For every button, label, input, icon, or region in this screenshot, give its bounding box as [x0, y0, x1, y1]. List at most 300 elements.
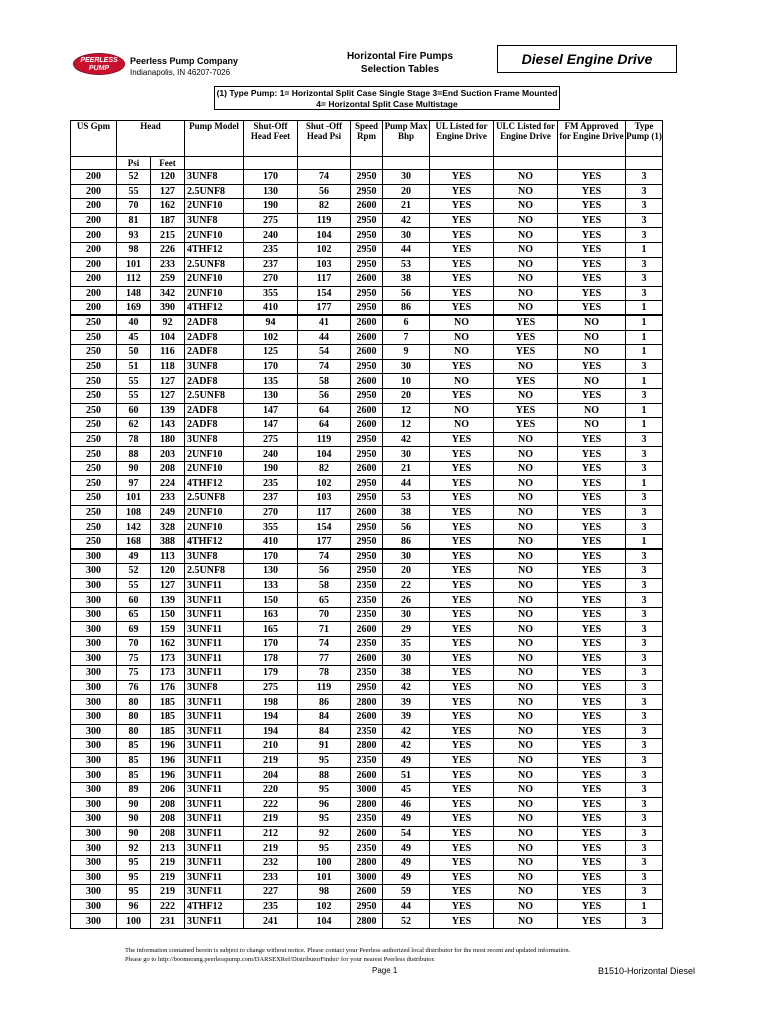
table-cell: 300 [71, 549, 117, 564]
table-cell: 29 [383, 622, 430, 637]
table-cell: 250 [71, 330, 117, 345]
table-cell: 95 [117, 855, 151, 870]
table-cell: 3UNF8 [185, 359, 244, 374]
table-cell: YES [430, 447, 494, 462]
table-cell: 75 [117, 651, 151, 666]
table-row [71, 797, 663, 812]
table-cell: 3 [626, 870, 663, 885]
table-cell: 250 [71, 432, 117, 447]
table-cell: 300 [71, 564, 117, 579]
table-cell: 2950 [351, 491, 383, 506]
table-cell: NO [558, 345, 626, 360]
table-cell: YES [494, 315, 558, 330]
table-cell: 2950 [351, 680, 383, 695]
table-cell: 237 [244, 491, 298, 506]
table-cell: NO [494, 695, 558, 710]
table-cell: 2.5UNF8 [185, 564, 244, 579]
table-cell: 2ADF8 [185, 315, 244, 330]
table-cell: 2600 [351, 418, 383, 433]
table-cell: YES [430, 199, 494, 214]
table-row [71, 476, 663, 491]
table-cell: 1 [626, 345, 663, 360]
header-shutoff-feet: Shut-Off Head Feet [244, 121, 298, 157]
table-cell: 103 [298, 491, 351, 506]
table-cell: YES [430, 797, 494, 812]
table-cell: 2350 [351, 593, 383, 608]
table-cell: 86 [383, 301, 430, 316]
table-cell: 2600 [351, 826, 383, 841]
table-cell: YES [430, 301, 494, 316]
table-cell: YES [558, 184, 626, 199]
header-us-gpm: US Gpm [71, 121, 117, 157]
table-row [71, 242, 663, 257]
table-cell: 2600 [351, 345, 383, 360]
header-type-pump: Type Pump (1) [626, 121, 663, 157]
table-cell: 3UNF11 [185, 753, 244, 768]
table-cell: 9 [383, 345, 430, 360]
company-address: Indianapolis, IN 46207-7026 [130, 68, 231, 77]
table-cell: 95 [117, 885, 151, 900]
table-cell: NO [430, 345, 494, 360]
table-cell: 233 [151, 257, 185, 272]
table-cell: YES [558, 242, 626, 257]
table-cell: 215 [151, 228, 185, 243]
footnote-line-1: The information contained herein is subject to change without notice. Please contact your Peerless authorized local distributor for the most recent and updated information. [125, 947, 571, 954]
table-cell: YES [494, 403, 558, 418]
table-cell: YES [558, 461, 626, 476]
table-cell: 2UNF10 [185, 272, 244, 287]
title-line-1: Horizontal Fire Pumps [346, 51, 454, 62]
table-cell: 2950 [351, 476, 383, 491]
table-cell: 3 [626, 709, 663, 724]
table-cell: 3UNF11 [185, 637, 244, 652]
table-cell: 232 [244, 855, 298, 870]
table-cell: 51 [117, 359, 151, 374]
table-cell: 30 [383, 170, 430, 185]
table-cell: 41 [298, 315, 351, 330]
table-cell: NO [494, 680, 558, 695]
table-row [71, 272, 663, 287]
table-cell: 90 [117, 797, 151, 812]
table-cell: 3 [626, 637, 663, 652]
table-cell: YES [494, 374, 558, 389]
table-cell: YES [430, 826, 494, 841]
table-cell: 4THF12 [185, 534, 244, 549]
table-cell: YES [558, 870, 626, 885]
table-cell: 2350 [351, 607, 383, 622]
table-cell: 139 [151, 403, 185, 418]
table-cell: 119 [298, 432, 351, 447]
table-cell: 3UNF11 [185, 622, 244, 637]
table-cell: 2600 [351, 315, 383, 330]
table-cell: NO [430, 374, 494, 389]
table-cell: 2.5UNF8 [185, 257, 244, 272]
table-cell: 3 [626, 841, 663, 856]
table-cell: YES [430, 870, 494, 885]
table-cell: YES [430, 184, 494, 199]
table-cell: NO [494, 447, 558, 462]
table-cell: 150 [151, 607, 185, 622]
table-cell: 208 [151, 812, 185, 827]
table-cell: 3 [626, 447, 663, 462]
table-cell: 200 [71, 286, 117, 301]
table-cell: 2UNF10 [185, 447, 244, 462]
table-cell: YES [558, 812, 626, 827]
table-cell: 3 [626, 228, 663, 243]
table-cell: 96 [298, 797, 351, 812]
table-cell: 3 [626, 695, 663, 710]
table-cell: 2950 [351, 213, 383, 228]
table-cell: YES [558, 286, 626, 301]
table-cell: 342 [151, 286, 185, 301]
table-cell: YES [430, 520, 494, 535]
table-cell: YES [558, 651, 626, 666]
table-row [71, 418, 663, 433]
table-cell: 3 [626, 432, 663, 447]
table-cell: 2950 [351, 388, 383, 403]
table-cell: 135 [244, 374, 298, 389]
table-row [71, 315, 663, 330]
table-cell: 300 [71, 637, 117, 652]
table-cell: NO [494, 242, 558, 257]
table-cell: YES [558, 637, 626, 652]
table-cell: 65 [117, 607, 151, 622]
table-cell: 213 [151, 841, 185, 856]
table-cell: 233 [151, 491, 185, 506]
table-cell: 117 [298, 272, 351, 287]
table-cell: YES [494, 418, 558, 433]
table-cell: YES [430, 680, 494, 695]
table-cell: 53 [383, 257, 430, 272]
table-cell: 3UNF11 [185, 607, 244, 622]
table-cell: YES [558, 899, 626, 914]
table-cell: 3 [626, 914, 663, 929]
table-cell: 148 [117, 286, 151, 301]
table-cell: 2950 [351, 447, 383, 462]
table-row [71, 359, 663, 374]
table-cell: 250 [71, 418, 117, 433]
table-cell: NO [494, 797, 558, 812]
table-cell: 300 [71, 855, 117, 870]
table-cell: 3UNF11 [185, 841, 244, 856]
table-cell: 150 [244, 593, 298, 608]
table-cell: 127 [151, 388, 185, 403]
table-cell: 231 [151, 914, 185, 929]
table-cell: 12 [383, 403, 430, 418]
table-cell: 84 [298, 709, 351, 724]
table-cell: YES [430, 637, 494, 652]
table-cell: 2600 [351, 622, 383, 637]
table-cell: 198 [244, 695, 298, 710]
table-cell: NO [494, 855, 558, 870]
table-cell: YES [494, 330, 558, 345]
table-cell: 60 [117, 593, 151, 608]
table-cell: 102 [244, 330, 298, 345]
table-cell: 2950 [351, 286, 383, 301]
table-cell: 275 [244, 213, 298, 228]
table-cell: 2ADF8 [185, 374, 244, 389]
table-cell: 119 [298, 213, 351, 228]
table-cell: YES [430, 228, 494, 243]
table-cell: YES [558, 272, 626, 287]
table-row [71, 709, 663, 724]
table-cell: 60 [117, 403, 151, 418]
table-cell: 82 [298, 461, 351, 476]
table-cell: 1 [626, 330, 663, 345]
table-cell: 94 [244, 315, 298, 330]
table-row [71, 899, 663, 914]
table-cell: 200 [71, 213, 117, 228]
table-cell: NO [494, 170, 558, 185]
table-cell: 86 [383, 534, 430, 549]
table-cell: 300 [71, 724, 117, 739]
table-cell: NO [494, 768, 558, 783]
type-pump-note: (1) Type Pump: 1= Horizontal Split Case Single Stage 3=End Suction Frame Mounted 4= Horizontal Split Case Multistage [214, 86, 560, 110]
table-row [71, 855, 663, 870]
table-cell: 3 [626, 199, 663, 214]
table-row [71, 199, 663, 214]
table-cell: 42 [383, 724, 430, 739]
table-cell: 104 [151, 330, 185, 345]
table-cell: 227 [244, 885, 298, 900]
table-cell: YES [558, 607, 626, 622]
table-cell: 46 [383, 797, 430, 812]
table-cell: 55 [117, 388, 151, 403]
table-row [71, 534, 663, 549]
table-cell: 10 [383, 374, 430, 389]
table-cell: 102 [298, 242, 351, 257]
table-cell: 49 [383, 812, 430, 827]
table-row [71, 286, 663, 301]
table-cell: 3 [626, 564, 663, 579]
table-cell: 2350 [351, 753, 383, 768]
logo-text: PEERLESS PUMP [80, 57, 118, 72]
table-cell: 3 [626, 724, 663, 739]
table-cell: NO [494, 359, 558, 374]
table-cell: 147 [244, 418, 298, 433]
table-cell: 170 [244, 549, 298, 564]
table-cell: YES [430, 724, 494, 739]
table-cell: 300 [71, 709, 117, 724]
table-cell: 1 [626, 301, 663, 316]
table-row [71, 768, 663, 783]
table-cell: 70 [298, 607, 351, 622]
table-cell: 62 [117, 418, 151, 433]
table-cell: 250 [71, 447, 117, 462]
table-cell: YES [430, 899, 494, 914]
table-cell: 21 [383, 199, 430, 214]
table-cell: 2UNF10 [185, 199, 244, 214]
table-cell: 2ADF8 [185, 345, 244, 360]
table-cell: 300 [71, 841, 117, 856]
table-row [71, 520, 663, 535]
table-cell: 35 [383, 637, 430, 652]
table-cell: NO [494, 505, 558, 520]
table-cell: 300 [71, 899, 117, 914]
table-cell: 250 [71, 374, 117, 389]
table-row [71, 870, 663, 885]
table-cell: 3UNF11 [185, 768, 244, 783]
table-cell: 55 [117, 374, 151, 389]
table-cell: 3 [626, 797, 663, 812]
table-cell: YES [430, 549, 494, 564]
table-cell: 44 [298, 330, 351, 345]
table-cell: YES [430, 753, 494, 768]
table-cell: 210 [244, 739, 298, 754]
table-cell: 154 [298, 520, 351, 535]
table-cell: NO [430, 315, 494, 330]
table-row [71, 753, 663, 768]
table-cell: 42 [383, 680, 430, 695]
table-row [71, 812, 663, 827]
pump-selection-table [70, 120, 663, 929]
table-cell: 125 [244, 345, 298, 360]
table-cell: 219 [244, 812, 298, 827]
table-cell: NO [494, 272, 558, 287]
table-cell: 2800 [351, 855, 383, 870]
subheader-blank [71, 157, 117, 170]
table-cell: 2950 [351, 520, 383, 535]
table-cell: 104 [298, 228, 351, 243]
table-cell: 212 [244, 826, 298, 841]
table-cell: 74 [298, 549, 351, 564]
table-cell: 250 [71, 388, 117, 403]
table-cell: 410 [244, 301, 298, 316]
table-cell: 127 [151, 184, 185, 199]
table-cell: 4THF12 [185, 242, 244, 257]
table-cell: 355 [244, 520, 298, 535]
table-cell: 3 [626, 885, 663, 900]
table-cell: 154 [298, 286, 351, 301]
header-max-bhp: Pump Max Bhp [383, 121, 430, 157]
table-row [71, 666, 663, 681]
table-cell: YES [558, 388, 626, 403]
table-cell: 200 [71, 184, 117, 199]
table-cell: 49 [383, 753, 430, 768]
header-fm-approved: FM Approved for Engine Drive [558, 121, 626, 157]
table-cell: 3UNF11 [185, 826, 244, 841]
table-cell: YES [430, 855, 494, 870]
table-cell: YES [430, 272, 494, 287]
table-cell: 235 [244, 476, 298, 491]
table-cell: 1 [626, 476, 663, 491]
table-cell: 300 [71, 914, 117, 929]
table-cell: 117 [298, 505, 351, 520]
table-cell: 270 [244, 272, 298, 287]
table-cell: 3 [626, 461, 663, 476]
table-cell: 2UNF10 [185, 286, 244, 301]
table-cell: YES [494, 345, 558, 360]
table-cell: 3UNF8 [185, 549, 244, 564]
table-cell: 2950 [351, 564, 383, 579]
table-cell: 173 [151, 651, 185, 666]
table-cell: 39 [383, 709, 430, 724]
table-cell: 200 [71, 257, 117, 272]
table-cell: 56 [298, 388, 351, 403]
table-cell: NO [494, 724, 558, 739]
table-cell: 3UNF8 [185, 213, 244, 228]
table-cell: YES [558, 549, 626, 564]
table-cell: 200 [71, 228, 117, 243]
table-row [71, 345, 663, 360]
document-title [330, 50, 470, 76]
table-cell: NO [494, 812, 558, 827]
table-cell: 3 [626, 578, 663, 593]
table-cell: 3 [626, 812, 663, 827]
table-cell: 113 [151, 549, 185, 564]
table-row [71, 170, 663, 185]
table-cell: 196 [151, 768, 185, 783]
table-cell: 70 [117, 199, 151, 214]
table-cell: NO [558, 418, 626, 433]
table-cell: 3 [626, 739, 663, 754]
table-cell: 2600 [351, 199, 383, 214]
table-cell: 240 [244, 447, 298, 462]
table-cell: 92 [298, 826, 351, 841]
table-cell: NO [494, 753, 558, 768]
table-cell: 39 [383, 695, 430, 710]
table-cell: 275 [244, 432, 298, 447]
table-cell: 250 [71, 505, 117, 520]
table-cell: 49 [383, 855, 430, 870]
table-cell: 300 [71, 870, 117, 885]
table-cell: 170 [244, 170, 298, 185]
table-cell: NO [494, 709, 558, 724]
table-cell: 81 [117, 213, 151, 228]
table-cell: 2950 [351, 228, 383, 243]
table-cell: 77 [298, 651, 351, 666]
table-cell: 250 [71, 461, 117, 476]
table-cell: YES [558, 841, 626, 856]
table-cell: 168 [117, 534, 151, 549]
footnote-line-2: Please go to http://boomerang.peerlesspump.com/DARSEXRef/DistributorFinder/ for your nearest Peerless distributor. [125, 956, 435, 963]
table-cell: YES [430, 607, 494, 622]
table-cell: 170 [244, 359, 298, 374]
table-cell: 147 [244, 403, 298, 418]
table-cell: YES [558, 257, 626, 272]
table-cell: 219 [151, 870, 185, 885]
table-cell: 2600 [351, 709, 383, 724]
table-cell: 95 [117, 870, 151, 885]
table-cell: 49 [383, 870, 430, 885]
table-row [71, 914, 663, 929]
table-cell: YES [558, 724, 626, 739]
table-cell: 3UNF11 [185, 782, 244, 797]
table-row [71, 651, 663, 666]
table-cell: 98 [298, 885, 351, 900]
table-cell: 3UNF11 [185, 797, 244, 812]
table-cell: YES [430, 505, 494, 520]
table-cell: 249 [151, 505, 185, 520]
table-row [71, 564, 663, 579]
table-cell: 250 [71, 315, 117, 330]
table-cell: 2600 [351, 403, 383, 418]
table-cell: YES [558, 753, 626, 768]
table-cell: 3UNF11 [185, 593, 244, 608]
table-cell: 93 [117, 228, 151, 243]
table-cell: 233 [244, 870, 298, 885]
table-cell: YES [558, 782, 626, 797]
table-cell: 98 [117, 242, 151, 257]
table-cell: 3UNF11 [185, 651, 244, 666]
table-cell: 78 [117, 432, 151, 447]
table-cell: 2950 [351, 899, 383, 914]
table-row [71, 622, 663, 637]
table-cell: YES [430, 782, 494, 797]
subheader-psi: Psi [117, 157, 151, 170]
table-cell: 200 [71, 301, 117, 316]
table-cell: 176 [151, 680, 185, 695]
